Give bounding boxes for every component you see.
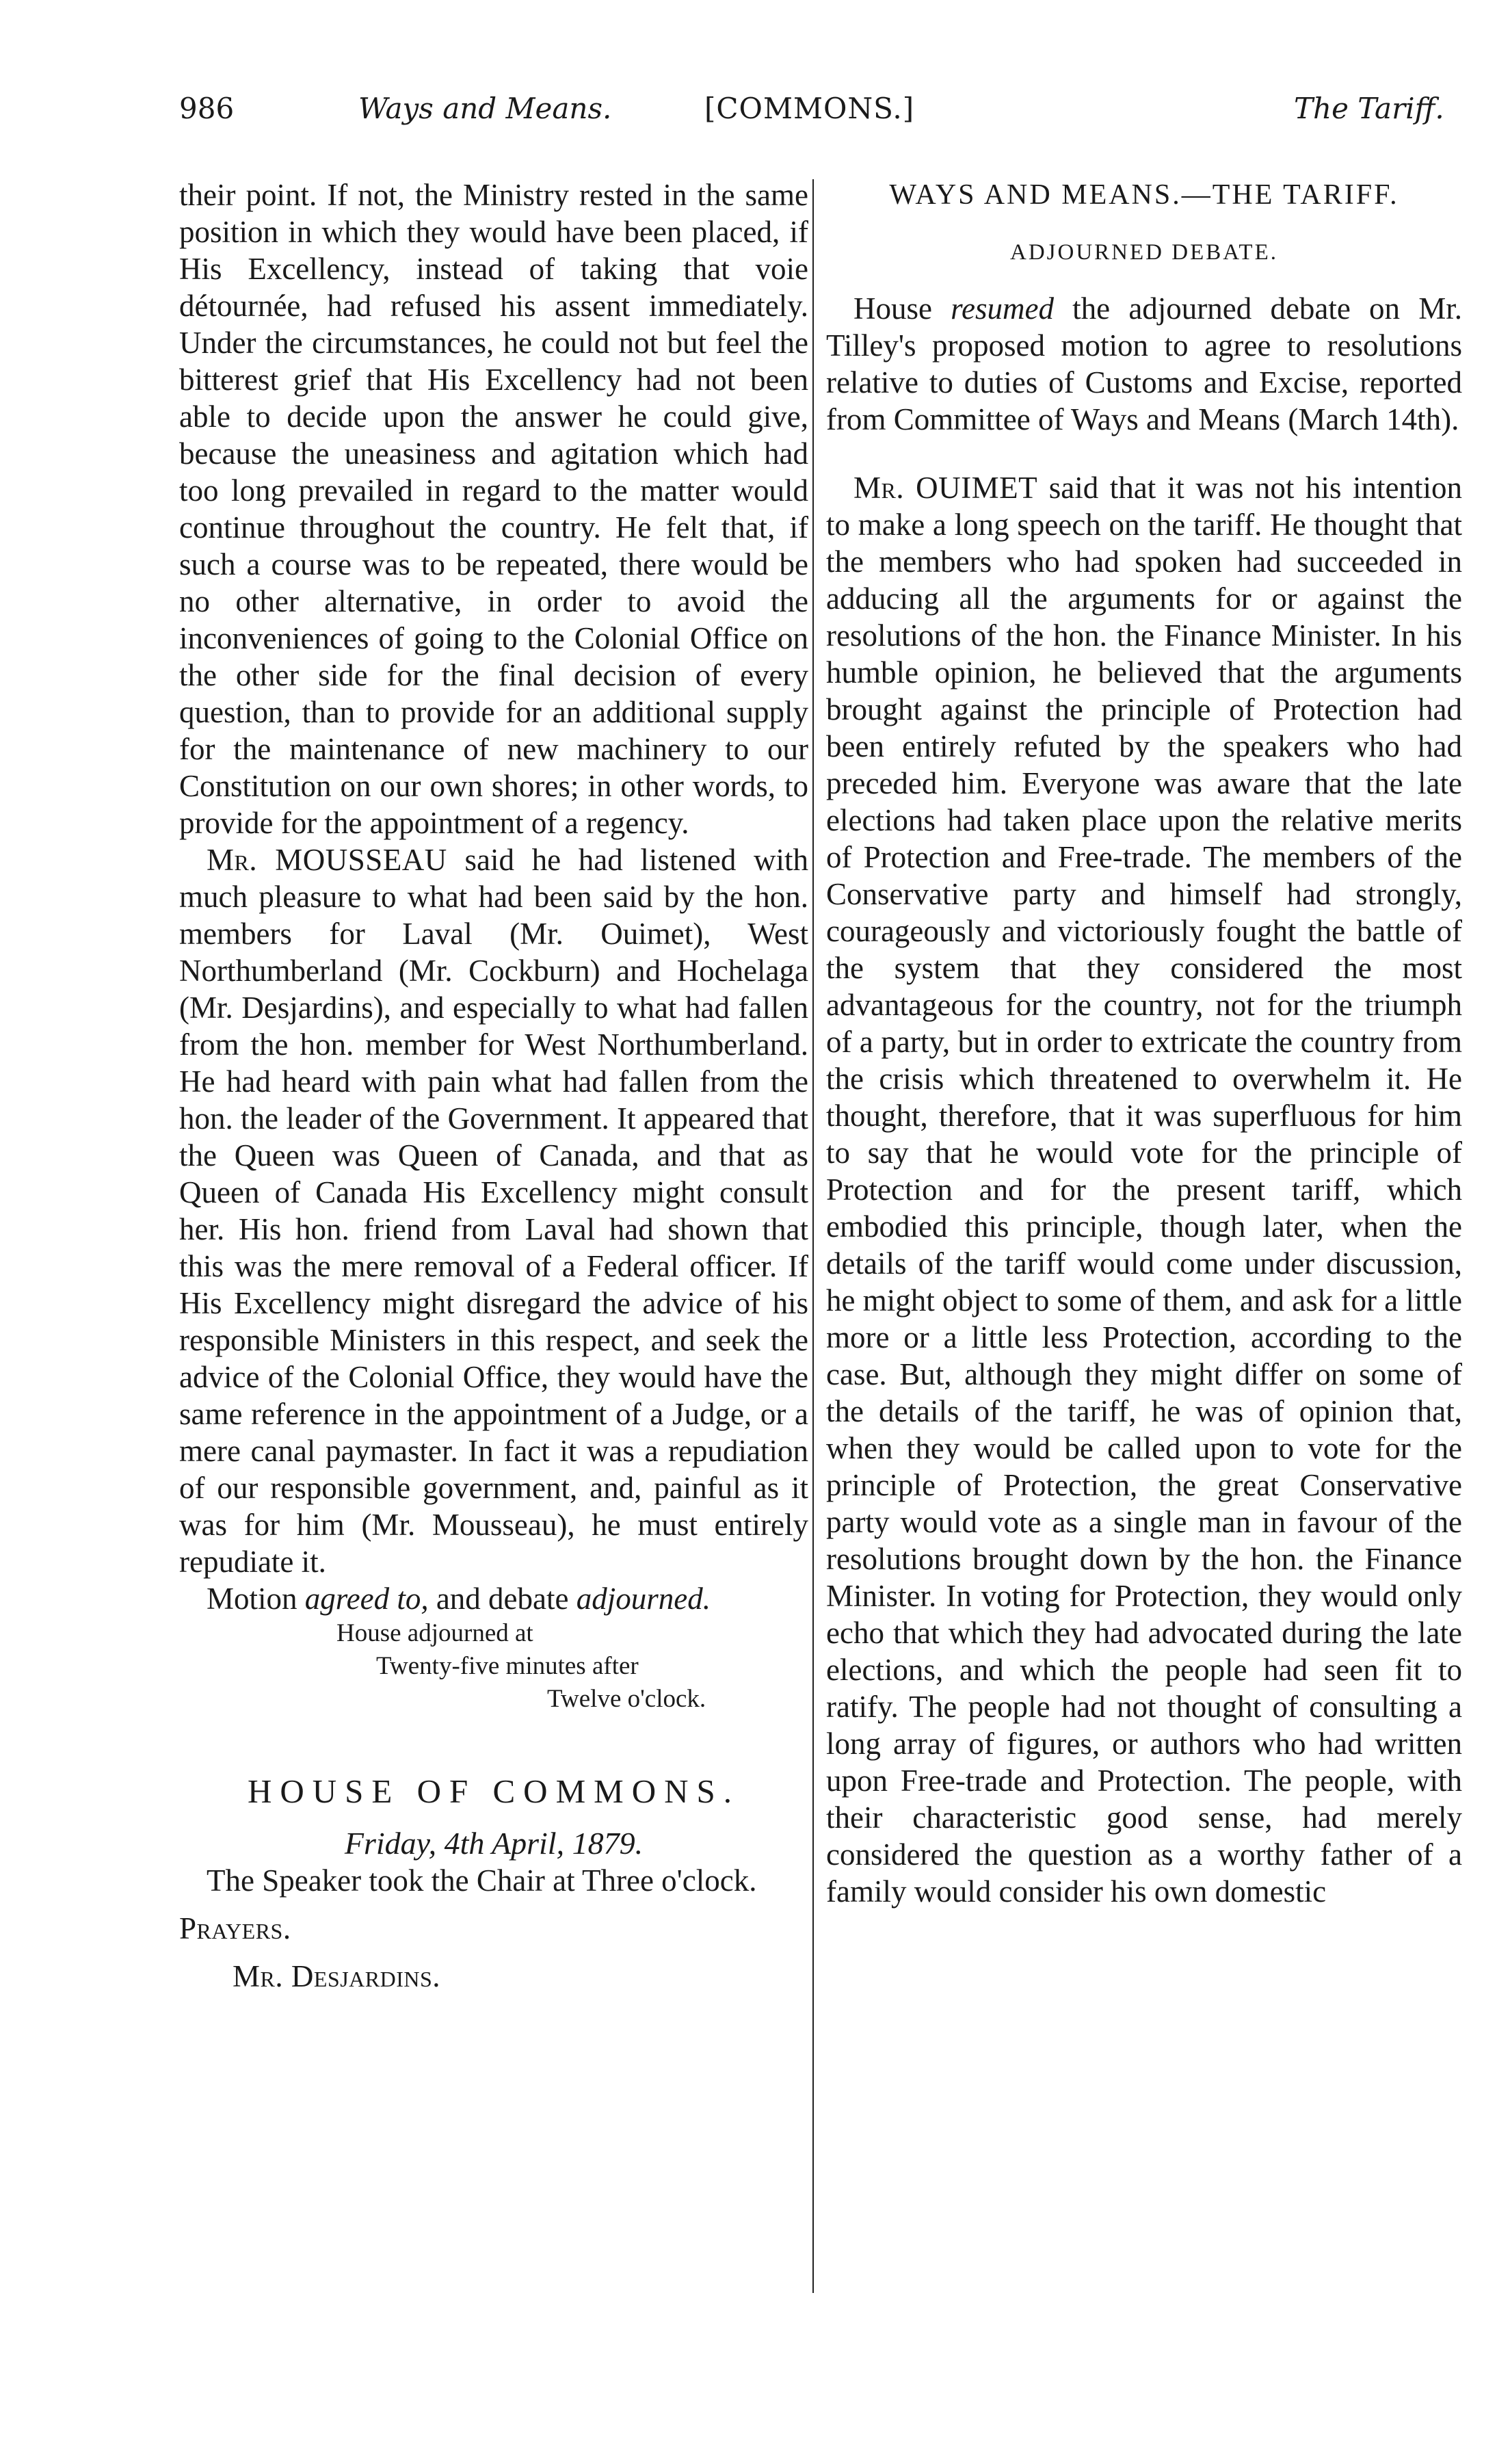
paragraph-text: House bbox=[853, 291, 951, 326]
sitting-date: Friday, 4th April, 1879. bbox=[344, 1826, 644, 1861]
speaker-name: Mr. MOUSSEAU bbox=[207, 843, 447, 877]
paragraph bbox=[826, 290, 1462, 438]
motion-italic: adjourned. bbox=[576, 1582, 711, 1616]
right-column bbox=[826, 176, 1462, 1910]
header-chamber: [COMMONS.] bbox=[704, 92, 915, 125]
paragraph-text: the adjourned debate on Mr. Tilley's proposed motion to agree to resolutions relative to duties of Customs and Excise, reported from Committee of Ways and Means (March 14th). bbox=[826, 291, 1462, 436]
motion-line bbox=[179, 1580, 808, 1617]
speaker-name: Mr. OUIMET bbox=[853, 471, 1038, 505]
column-divider bbox=[812, 179, 814, 2293]
adjournment-line: House adjourned at bbox=[336, 1619, 533, 1647]
paragraph: their point. If not, the Ministry rested in the same position in which they would have been placed, if His Excellency, instead of taking that voie détournée, had refused his assent immediately. Under the circumstances, he could not but feel the bitterest grief that His Excellency had not been able to decide upon the answer he could give, because the uneasiness and agitation which had too long prevailed in regard to the matter would continue throughout the country. He felt that, if such a course was to be repeated, there would be no other alternative, in order to avoid the inconveniences of going to the Colonial Office on the other side for the final decision of every question, than to provide for an additional supply for the maintenance of new machinery to our Constitution on our own shores; in other words, to provide for the appointment of a regency. bbox=[179, 178, 808, 840]
adjournment-line: Twelve o'clock. bbox=[547, 1685, 706, 1713]
speech-text: said he had listened with much pleasure to what had been said by the hon. members for Laval (Mr. Ouimet), West Northumberland (Mr. Cockburn) and Hochelaga (Mr. Desjardins), and especially to what had fallen from the hon. member for West Northumberland. He had heard with pain what had fallen from the hon. the leader of the Government. It appeared that the Queen was Queen of Canada, and that as Queen of Canada His Excellency might consult her. His hon. friend from Laval had shown that this was the mere removal of a Federal officer. If His Excellency might disregard the advice of his responsible Ministers in this respect, and seek the advice of the Colonial Office, they would have the same reference in the appointment of a Judge, or a mere canal paymaster. In fact it was a repudiation of our responsible government, and, painful as it was for him (Mr. Mousseau), he must entirely repudiate it. bbox=[179, 843, 808, 1579]
header-section-title: Ways and Means. bbox=[358, 92, 612, 125]
prayers-heading: Prayers. bbox=[179, 1911, 291, 1945]
running-header bbox=[179, 92, 1479, 140]
paragraph bbox=[826, 469, 1462, 1910]
debate-title: WAYS AND MEANS.—THE TARIFF. bbox=[889, 179, 1399, 211]
debate-subtitle: ADJOURNED DEBATE. bbox=[1010, 240, 1278, 265]
left-column bbox=[179, 176, 808, 1995]
motion-text: Motion bbox=[207, 1582, 305, 1616]
motion-text: and debate bbox=[428, 1582, 577, 1616]
adjournment-line: Twenty-five minutes after bbox=[376, 1652, 639, 1680]
paragraph-italic: resumed bbox=[951, 291, 1054, 326]
motion-italic: agreed to, bbox=[304, 1582, 429, 1616]
member-name: Mr. Desjardins. bbox=[233, 1959, 441, 1993]
house-heading: HOUSE OF COMMONS. bbox=[248, 1772, 740, 1810]
speech-text: said that it was not his intention to make a long speech on the tariff. He thought that the members who had spoken had succeeded in adducing all the arguments for or against the resolutions of the hon. the Finance Minister. In his humble opinion, he believed that the arguments brought against the principle of Protection had been entirely refuted by the speakers who had preceded him. Everyone was aware that the late elections had taken place upon the relative merits of Protection and Free-trade. The members of the Conservative party and himself had strongly, courageously and victoriously fought the battle of the system that they considered the most advantageous for the country, not for the triumph of a party, but in order to extricate the country from the crisis which threatened to overwhelm it. He thought, therefore, that it was superfluous for him to say that he would vote for the principle of Protection and for the present tariff, which embodied this principle, though later, when the details of the tariff would come under discussion, he might object to some of them, and ask for a little more or a little less Protection, according to the case. But, although they might differ on some of the details of the tariff, he was of opinion that, when they would be called upon to vote for the principle of Protection, the great Conservative party would vote as a single man in favour of the resolutions brought down by the hon. the Finance Minister. In voting for Protection, they would only echo that which they had advocated during the late elections, and which the people had seen fit to ratify. The people had not thought of consulting a long array of figures, or authors who had written upon Free-trade and Protection. The people, with their characteristic good sense, had merely considered the question as a worthy father of a family would consider his own domestic bbox=[826, 471, 1462, 1909]
paragraph: The Speaker took the Chair at Three o'clock. bbox=[207, 1863, 757, 1898]
page-number: 986 bbox=[179, 92, 235, 125]
header-topic: The Tariff. bbox=[1294, 92, 1444, 125]
paragraph bbox=[179, 841, 808, 1580]
